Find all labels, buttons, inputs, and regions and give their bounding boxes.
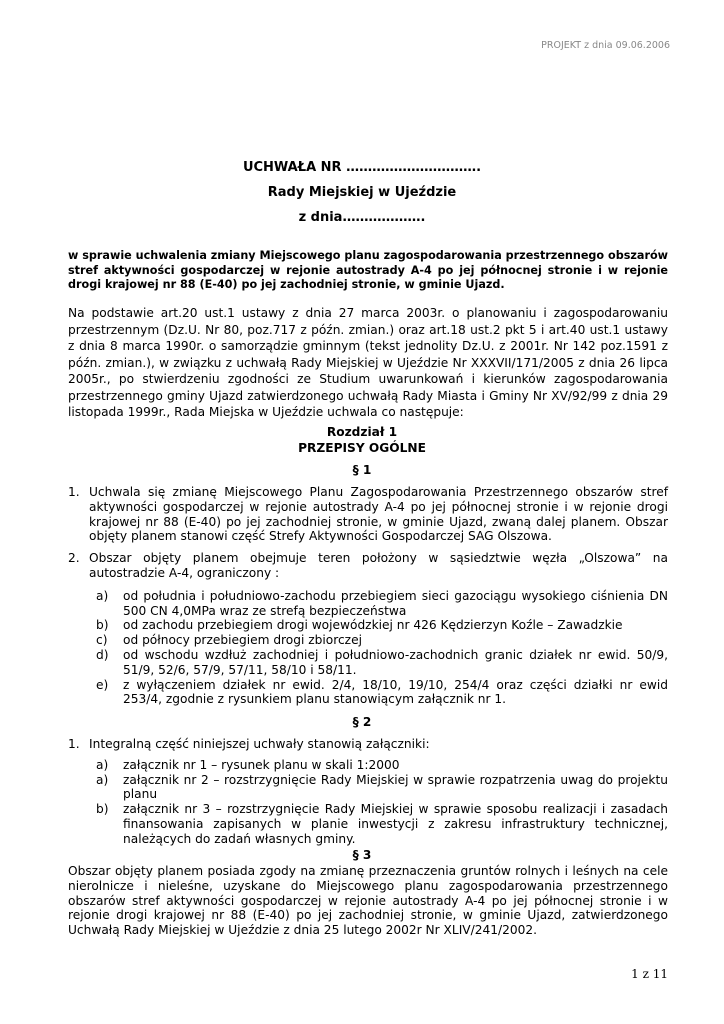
- resolution-subject: w sprawie uchwalenia zmiany Miejscowego planu zagospodarowania przestrzennego obszarów stref aktywności gospodarczej w rejonie autostrady A-4 po jej północnej stronie i w rejonie drogi krajowej nr 88 (E-40) po jej zachodniej stronie, w gminie Ujazd.: [68, 249, 668, 291]
- council-name: Rady Miejskiej w Ujeździe: [267, 185, 457, 200]
- list-letter: d): [96, 647, 109, 662]
- list-letter: a): [96, 757, 109, 772]
- list-letter: a): [96, 588, 109, 603]
- chapter-title: PRZEPISY OGÓLNE: [298, 441, 426, 455]
- chapter-number: Rozdział 1: [326, 425, 398, 439]
- list-letter: a): [96, 772, 109, 787]
- section-2-heading: § 2: [352, 715, 372, 729]
- resolution-title-block: [0, 155, 724, 230]
- list-item: [68, 773, 668, 803]
- list-text: załącznik nr 1 – rysunek planu w skali 1:2000: [123, 757, 400, 772]
- list-text: od zachodu przebiegiem drogi wojewódzkiej nr 426 Kędzierzyn Koźle – Zawadzkie: [123, 618, 623, 633]
- item-number: 1.: [68, 485, 80, 499]
- page-number: 1 z 11: [631, 967, 668, 981]
- resolution-number: UCHWAŁA NR ………………………….: [242, 160, 482, 175]
- section-3-text: Obszar objęty planem posiada zgody na zmianę przeznaczenia gruntów rolnych i leśnych na cele nierolnicze i nieleśne, uzyskane do Miejscowego planu zagospodarowania przestrzennego obszarów stref aktywności gospodarczej w rejonie autostrady A-4 po jej północnej stronie i w rejonie drogi krajowej nr 88 (E-40) po jej zachodniej stronie, w gminie Ujazd, zatwierdzonego Uchwałą Rady Miejskiej w Ujeździe z dnia 25 lutego 2002r Nr XLIV/241/2002.: [68, 864, 668, 938]
- list-letter: b): [96, 618, 109, 633]
- list-letter: b): [96, 802, 109, 817]
- draft-date-note: PROJEKT z dnia 09.06.2006: [541, 40, 670, 51]
- section-3-body: [68, 864, 668, 938]
- list-text: z wyłączeniem działek nr ewid. 2/4, 18/10, 19/10, 254/4 oraz części działki nr ewid 253/4, zgodnie z rysunkiem planu stanowiącym załącznik nr 1.: [123, 677, 668, 707]
- list-text: od południa i południowo-zachodu przebiegiem sieci gazociągu wysokiego ciśnienia DN 500 CN 4,0MPa wraz ze strefą bezpieczeństwa: [123, 588, 668, 618]
- item-number: 2.: [68, 551, 80, 566]
- list-letter: e): [96, 677, 109, 692]
- list-text: od wschodu wzdłuż zachodniej i południowo-zachodnich granic działek nr ewid. 50/9, 51/9, 52/6, 57/9, 57/11, 58/10 i 58/11.: [123, 647, 668, 677]
- list-item: [68, 648, 668, 678]
- section-2-body: [68, 737, 668, 847]
- list-item: [68, 618, 668, 633]
- item-text: Uchwala się zmianę Miejscowego Planu Zagospodarowania Przestrzennego obszarów stref aktywności gospodarczej w rejonie autostrady A-4 po jej północnej stronie i w rejonie drogi krajowej nr 88 (E-40) po jej zachodniej stronie, w gminie Ujazd, zwaną dalej planem. Obszar objęty planem stanowi część Strefy Aktywności Gospodarczej SAG Olszowa.: [89, 485, 668, 544]
- boundary-list: [68, 589, 668, 707]
- resolution-date: z dnia……………….: [298, 210, 426, 225]
- item-number: 1.: [68, 737, 80, 751]
- attachments-list: [68, 758, 668, 847]
- section-2-item-1: [68, 737, 668, 752]
- section-3-heading: § 3: [352, 848, 372, 862]
- list-item: [68, 678, 668, 708]
- item-text: Obszar objęty planem obejmuje teren położony w sąsiedztwie węzła „Olszowa” na autostradzie A-4, ograniczony :: [89, 551, 668, 580]
- list-text: od północy przebiegiem drogi zbiorczej: [123, 633, 362, 648]
- section-1-item-1: [68, 485, 668, 544]
- list-text: załącznik nr 2 – rozstrzygnięcie Rady Miejskiej w sprawie rozpatrzenia uwag do projektu planu: [123, 772, 668, 802]
- item-text: Integralną część niniejszej uchwały stanowią załączniki:: [89, 737, 430, 751]
- list-item: [68, 802, 668, 846]
- legal-basis-preamble: Na podstawie art.20 ust.1 ustawy z dnia 27 marca 2003r. o planowaniu i zagospodarowaniu przestrzennym (Dz.U. Nr 80, poz.717 z późn. zmian.) oraz art.18 ust.2 pkt 5 i art.40 ust.1 ustawy z dnia 8 marca 1990r. o samorządzie gminnym (tekst jednolity Dz.U. z 2001r. Nr 142 poz.1591 z późn. zmian.), w związku z uchwałą Rady Miejskiej w Ujeździe Nr XXXVII/171/2005 z dnia 26 lipca 2005r., po stwierdzeniu zgodności ze Studium uwarunkowań i kierunków zagospodarowania przestrzennego gminy Ujazd zatwierdzonego uchwałą Rady Miasta i Gminy Nr XV/92/99 z dnia 29 listopada 1999r., Rada Miejska w Ujeździe uchwala co następuje:: [68, 306, 668, 419]
- list-text: załącznik nr 3 – rozstrzygnięcie Rady Miejskiej w sprawie sposobu realizacji i zasadach finansowania zapisanych w planie inwestycji z zakresu infrastruktury technicznej, należących do zadań własnych gminy.: [123, 802, 668, 846]
- section-1-item-2: [68, 551, 668, 581]
- section-1-heading: § 1: [352, 463, 372, 477]
- list-item: [68, 758, 668, 773]
- list-item: [68, 633, 668, 648]
- list-item: [68, 589, 668, 619]
- section-1-body: [68, 485, 668, 707]
- list-letter: c): [96, 633, 108, 648]
